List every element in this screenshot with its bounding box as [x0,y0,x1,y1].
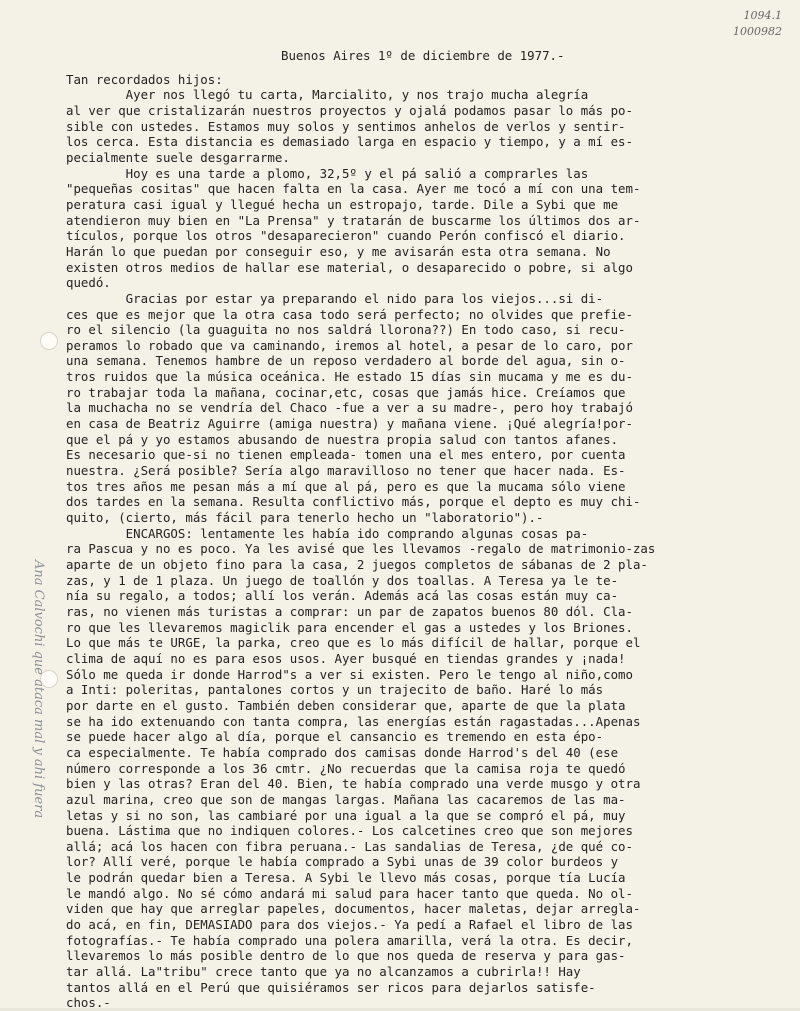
letter-line: se puede hacer algo al día, porque el cansancio es tremendo en esta épo- [66,729,604,745]
handwritten-margin-note: Ana Calvochi que ataca mal y ahi fuera [31,560,46,819]
archive-reference [733,8,782,40]
letter-line: letas y si no son, las cambiaré por una igual a la que se compró el pá, muy [66,807,626,823]
letter-line: fotografías.- Te había comprado una polera amarilla, verá la otra. Es decir, [66,932,633,948]
letter-line: peramos lo robado que va caminando, iremos al hotel, a pesar de lo caro, por [66,337,633,353]
letter-line: Sólo me queda ir donde Harrod"s a ver si existen. Pero le tengo al niño,como [66,666,633,682]
letter-line: chos.- [66,995,111,1011]
letter-line: la muchacha no se vendría del Chaco -fue a ver a su madre-, pero hoy trabajó [66,400,633,416]
letter-line: dos tardes en la semana. Resulta conflictivo más, porque el depto es muy chi- [66,494,641,510]
letter-line: los cerca. Esta distancia es demasiado larga en espacio y tiempo, y a mí es- [66,134,633,150]
letter-line: ces que es mejor que la otra casa todo será perfecto; no olvides que prefie- [66,306,633,322]
letter-line: al ver que cristalizarán nuestros proyectos y ojalá podamos pasar lo más po- [66,102,633,118]
letter-line: Lo que más te URGE, la parka, creo que es lo más difícil de hallar, porque el [66,635,641,651]
letter-line: le mandó algo. No sé cómo andará mi salud para hacer tanto que queda. No ol- [66,885,633,901]
letter-line: zas, y 1 de 1 plaza. Un juego de toallón y dos toallas. A Teresa ya le te- [66,572,619,588]
letter-line: a Inti: poleritas, pantalones cortos y un trajecito de baño. Haré lo más [66,682,604,698]
letter-date: Buenos Aires 1º de diciembre de 1977.- [281,48,565,63]
letter-line: existen otros medios de hallar ese material, o desaparecido o pobre, si algo [66,259,633,275]
letter-line: Ayer nos llegó tu carta, Marcialito, y nos trajo mucha alegría [66,87,589,103]
letter-line: ro trabajar toda la mañana, cocinar,etc, cosas que jamás hice. Creíamos que [66,384,626,400]
letter-line: azul marina, creo que son de mangas largas. Mañana las cacaremos de las ma- [66,791,626,807]
letter-line: aparte de un objeto fino para la casa, 2 juegos completos de sábanas de 2 pla- [66,557,648,572]
letter-line: Hoy es una tarde a plomo, 32,5º y el pá salió a comprarles las [66,165,589,181]
reference-number-2: 1000982 [733,25,782,38]
letter-line: que el pá y yo estamos abusando de nuestra propia salud con tantos afanes. [66,431,619,447]
letter-line: le podrán quedar bien a Teresa. A Sybi le llevo más cosas, porque tía Lucía [66,870,626,886]
letter-line: ras, no vienen más turistas a comprar: un par de zapatos buenos 80 dól. Cla- [66,603,633,619]
letter-line: ro que les llevaremos magiclik para encender el gas a ustedes y los Briones. [66,619,633,635]
letter-line: nía su regalo, a todos; allí los verán. Además acá las cosas están muy ca- [66,588,619,604]
letter-line: lor? Allí veré, porque le había comprado a Sybi unas de 39 color burdeos y [66,854,619,870]
letter-line: atendieron muy bien en "La Prensa" y tratarán de buscarme los últimos dos ar- [66,212,641,228]
letter-line: Gracias por estar ya preparando el nido para los viejos...si di- [66,290,604,306]
letter-line: pecialmente suele desgarrarme. [66,149,290,165]
letter-line: "pequeñas cositas" que hacen falta en la casa. Ayer me tocó a mí con una tem- [66,181,641,197]
letter-line: nuestra. ¿Será posible? Sería algo maravilloso no tener que hacer nada. Es- [66,463,626,479]
letter-line: viden que hay que arreglar papeles, documentos, hacer maletas, dejar arregla- [66,901,641,917]
letter-line: buena. Lástima que no indiquen colores.- Los calcetines creo que son mejores [66,823,633,839]
punch-hole-top [40,332,58,350]
letter-line: Es necesario que-si no tienen empleada- tomen una el mes entero, por cuenta [66,447,626,463]
letter-line: peratura casi igual y llegué hecha un estropajo, tarde. Dile a Sybi que me [66,196,619,212]
letter-line: do acá, en fin, DEMASIADO para dos viejos.- Ya pedí a Rafael el libro de las [66,917,633,933]
letter-line: tar allá. La"tribu" crece tanto que ya no alcanzamos a cubrirla!! Hay [66,964,581,980]
letter-line: tros ruidos que la música oceánica. He estado 15 días sin mucama y me es du- [66,369,633,385]
letter-line: clima de aquí no es para esos usos. Ayer busqué en tiendas grandes y ¡nada! [66,650,626,666]
letter-line: Harán lo que puedan por conseguir eso, y me avisarán esta otra semana. No [66,243,611,259]
letter-greeting: Tan recordados hijos: [66,71,223,87]
letter-line: tos tres años me pesan más a mí que al pá, pero es que la mucama sólo viene [66,478,626,494]
letter-text [66,48,786,1011]
letter-body [66,87,786,1011]
letter-line: bien y las otras? Eran del 40. Bien, te había comprado una verde musgo y otra [66,776,641,792]
letter-line: quedó. [66,275,111,291]
letter-line: una semana. Tenemos hambre de un reposo verdadero al borde del agua, sin o- [66,353,626,369]
reference-number-1: 1094.1 [743,9,782,22]
letter-line: ro el silencio (la guaguita no nos saldrá llorona??) En todo caso, si recu- [66,322,626,338]
letter-line: en casa de Beatriz Aguirre (amiga nuestra) y mañana viene. ¡Qué alegría!por- [66,416,633,432]
letter-line: número corresponde a los 36 cmtr. ¿No recuerdas que la camisa roja te quedó [66,760,626,776]
letter-line: se ha ido extenuando con tanta compra, las energías están ragastadas...Apenas [66,713,641,729]
letter-line: sible con ustedes. Estamos muy solos y sentimos anhelos de verlos y sentir- [66,118,626,134]
letter-line: tículos, porque los otros "desaparecieron" cuando Perón confiscó el diario. [66,228,626,244]
letter-line: allá; acá los hacen con fibra peruana.- Las sandalias de Teresa, ¿de qué co- [66,838,633,854]
letter-line: tantos allá en el Perú que quisiéramos ser ricos para dejarlos satisfe- [66,979,596,995]
letter-line: ra Pascua y no es poco. Ya les avisé que les llevamos -regalo de matrimonio-zas [66,541,656,557]
letter-line: quito, (cierto, más fácil para tenerlo hecho un "laboratorio").- [66,510,544,526]
letter-line: ca especialmente. Te había comprado dos camisas donde Harrod's del 40 (ese [66,744,619,760]
letter-line: llevaremos lo más posible dentro de lo que nos queda de reserva y para gas- [66,948,626,964]
letter-line: por darte en el gusto. También deben considerar que, aparte de que la plata [66,697,626,713]
letter-line: ENCARGOS: lentamente les había ido comprando algunas cosas pa- [66,525,589,541]
